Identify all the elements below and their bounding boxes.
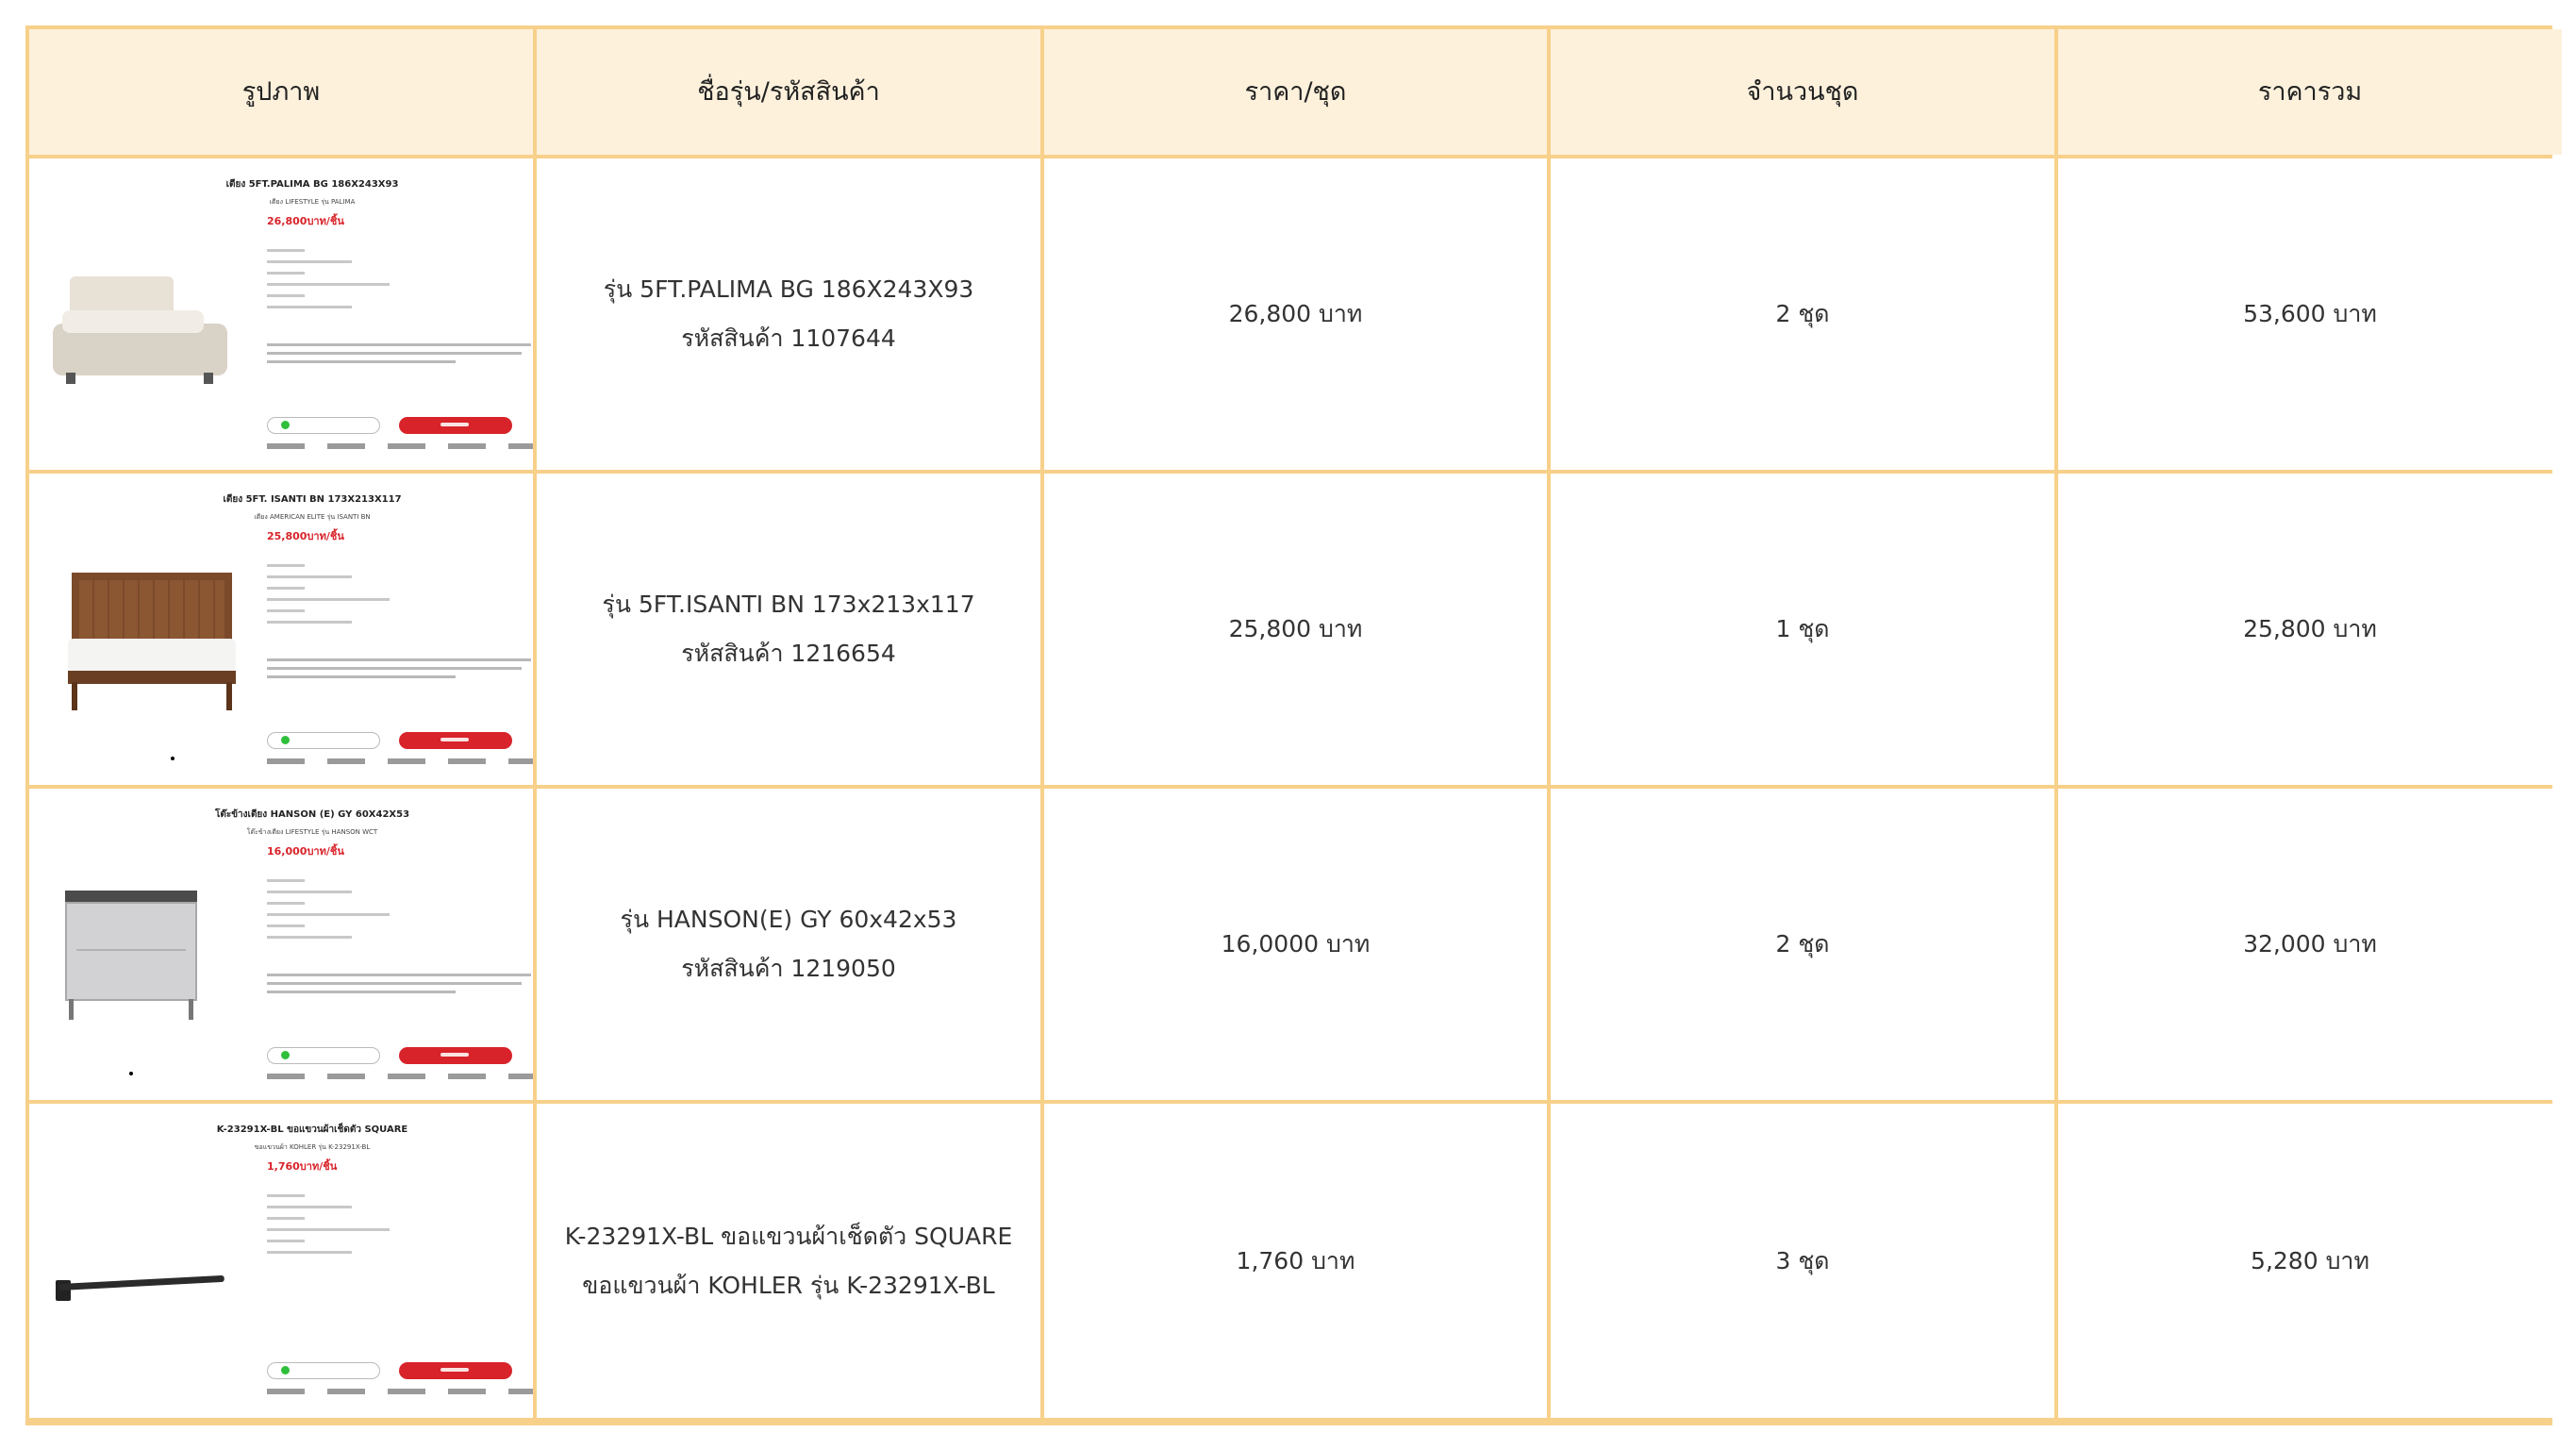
model-name: รุ่น HANSON(E) GY 60x42x53	[620, 906, 957, 933]
add-to-cart-button	[399, 1362, 512, 1379]
thumb-description	[267, 658, 533, 684]
total-cell: 32,000 บาท	[2058, 789, 2562, 1100]
thumb-spec-lines	[267, 564, 390, 632]
thumb-description	[267, 343, 533, 369]
thumb-title: เตียง 5FT.PALIMA BG 186X243X93	[225, 179, 399, 190]
thumb-footer-links	[267, 1074, 533, 1079]
qty-cell: 2 ชุด	[1551, 158, 2054, 470]
line-chat-button	[267, 1047, 380, 1064]
carousel-dot	[129, 1072, 133, 1075]
thumb-title: K-23291X-BL ขอแขวนผ้าเช็ดตัว SQUARE	[216, 1124, 408, 1135]
header-qty: จำนวนชุด	[1551, 29, 2054, 155]
thumb-subtitle: เตียง AMERICAN ELITE รุ่น ISANTI BN	[254, 513, 371, 521]
qty-cell: 2 ชุด	[1551, 789, 2054, 1100]
thumb-price: 26,800บาท/ชิ้น	[267, 215, 344, 227]
thumb-title: โต๊ะข้างเตียง HANSON (E) GY 60X42X53	[214, 809, 410, 820]
header-image: รูปภาพ	[29, 29, 533, 155]
thumb-spec-lines	[267, 879, 390, 947]
product-code: ขอแขวนผ้า KOHLER รุ่น K-23291X-BL	[582, 1271, 995, 1299]
thumb-title: เตียง 5FT. ISANTI BN 173X213X117	[223, 494, 402, 505]
product-thumbnail	[29, 474, 533, 785]
price-cell: 25,800 บาท	[1044, 474, 1547, 785]
product-code: รหัสสินค้า 1107644	[681, 325, 896, 352]
thumb-spec-lines	[267, 249, 390, 317]
product-code: รหัสสินค้า 1219050	[681, 955, 896, 982]
model-cell	[537, 789, 1040, 1100]
towel-bar-icon	[50, 1278, 239, 1305]
product-card-screenshot	[29, 158, 533, 470]
model-cell	[537, 474, 1040, 785]
total-cell: 53,600 บาท	[2058, 158, 2562, 470]
model-name: K-23291X-BL ขอแขวนผ้าเช็ดตัว SQUARE	[564, 1222, 1013, 1250]
thumb-description	[267, 974, 533, 999]
thumb-subtitle: เตียง LIFESTYLE รุ่น PALIMA	[269, 198, 356, 206]
model-cell	[537, 158, 1040, 470]
thumb-price: 1,760บาท/ชิ้น	[267, 1160, 338, 1173]
thumb-price: 25,800บาท/ชิ้น	[267, 530, 344, 542]
price-cell: 16,0000 บาท	[1044, 789, 1547, 1100]
thumb-footer-links	[267, 443, 533, 449]
model-name: รุ่น 5FT.ISANTI BN 173x213x117	[602, 591, 975, 618]
product-code: รหัสสินค้า 1216654	[681, 640, 896, 667]
thumb-subtitle: โต๊ะข้างเตียง LIFESTYLE รุ่น HANSON WCT	[246, 828, 378, 836]
total-cell: 5,280 บาท	[2058, 1104, 2562, 1418]
total-cell: 25,800 บาท	[2058, 474, 2562, 785]
product-thumbnail	[29, 789, 533, 1100]
line-chat-button	[267, 1362, 380, 1379]
carousel-dot	[171, 757, 175, 760]
thumb-footer-links	[267, 758, 533, 764]
thumb-footer-links	[267, 1389, 533, 1394]
product-table	[25, 25, 2552, 1425]
add-to-cart-button	[399, 732, 512, 749]
model-cell	[537, 1104, 1040, 1418]
product-card-screenshot	[29, 789, 533, 1100]
header-price: ราคา/ชุด	[1044, 29, 1547, 155]
price-cell: 1,760 บาท	[1044, 1104, 1547, 1418]
add-to-cart-button	[399, 417, 512, 434]
line-chat-button	[267, 417, 380, 434]
bed-icon	[72, 573, 241, 714]
qty-cell: 3 ชุด	[1551, 1104, 2054, 1418]
add-to-cart-button	[399, 1047, 512, 1064]
qty-cell: 1 ชุด	[1551, 474, 2054, 785]
model-name: รุ่น 5FT.PALIMA BG 186X243X93	[603, 275, 974, 303]
thumb-subtitle: ขอแขวนผ้า KOHLER รุ่น K-23291X-BL	[254, 1143, 371, 1151]
nightstand-icon	[65, 891, 197, 1018]
bed-icon	[53, 276, 232, 390]
header-model: ชื่อรุ่น/รหัสสินค้า	[537, 29, 1040, 155]
product-thumbnail	[29, 158, 533, 470]
thumb-price: 16,000บาท/ชิ้น	[267, 845, 344, 858]
thumb-spec-lines	[267, 1194, 390, 1262]
product-card-screenshot	[29, 1104, 533, 1415]
price-cell: 26,800 บาท	[1044, 158, 1547, 470]
product-card-screenshot	[29, 474, 533, 785]
line-chat-button	[267, 732, 380, 749]
product-thumbnail	[29, 1104, 533, 1418]
header-total: ราคารวม	[2058, 29, 2562, 155]
